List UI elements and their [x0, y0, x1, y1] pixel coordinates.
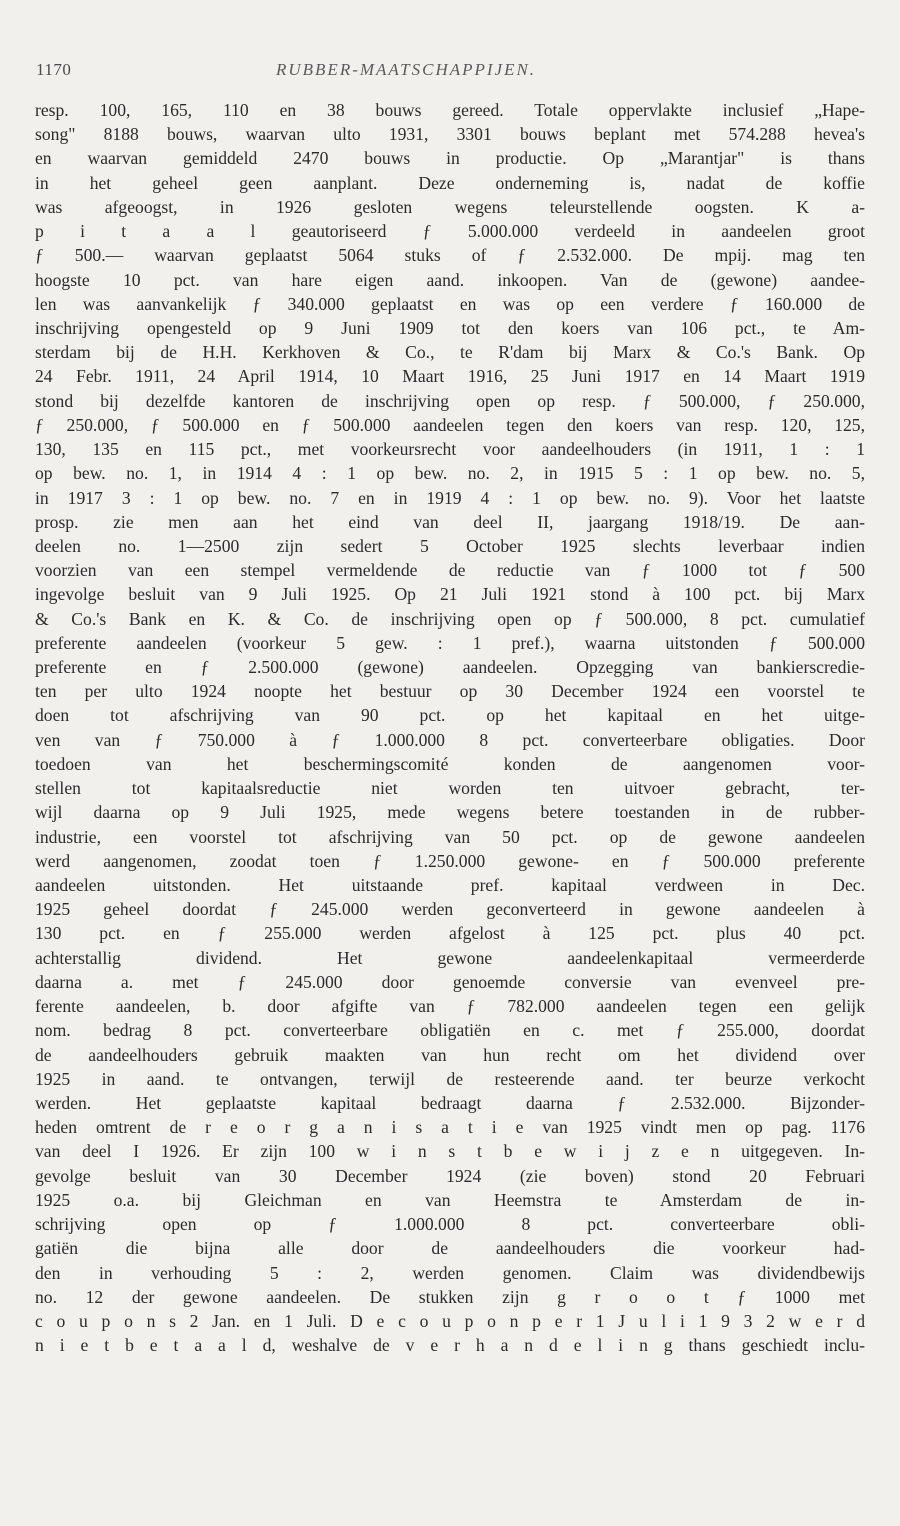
- page-number: 1170: [36, 60, 72, 79]
- text-line: wijl daarna op 9 Juli 1925, mede wegens betere toestanden in de rubber-: [35, 802, 865, 823]
- text-line: ƒ 500.— waarvan geplaatst 5064 stuks of ƒ 2.532.000. De mpij. mag ten: [35, 245, 865, 266]
- text-line: doen tot afschrijving van 90 pct. op het kapitaal en het uitge-: [35, 705, 865, 726]
- text-line: c o u p o n s 2 Jan. en 1 Juli. D e c o u p o n p e r 1 J u l i 1 9 3 2 w e r d: [35, 1310, 865, 1331]
- text-line: resp. 100, 165, 110 en 38 bouws gereed. Totale oppervlakte inclusief „Hape-: [35, 100, 865, 120]
- text-line: aandeelen uitstonden. Het uitstaande pref. kapitaal verdween in Dec.: [35, 875, 865, 895]
- text-line: sterdam bij de H.H. Kerkhoven & Co., te R'dam bij Marx & Co.'s Bank. Op: [35, 342, 865, 363]
- text-line: voorzien van een stempel vermeldende de reductie van ƒ 1000 tot ƒ 500: [35, 560, 865, 581]
- text-line: gatiën die bijna alle door de aandeelhouders die voorkeur had-: [35, 1238, 865, 1259]
- text-line: ƒ 250.000, ƒ 500.000 en ƒ 500.000 aandeelen tegen den koers van resp. 120, 125,: [35, 414, 865, 435]
- text-line: 130 pct. en ƒ 255.000 werden afgelost à 125 pct. plus 40 pct.: [35, 923, 865, 944]
- text-line: in het geheel geen aanplant. Deze onderneming is, nadat de koffie: [35, 172, 865, 193]
- text-line: & Co.'s Bank en K. & Co. de inschrijving open op ƒ 500.000, 8 pct. cumulatief: [35, 608, 865, 629]
- body-text: [35, 98, 865, 1357]
- text-line: 24 Febr. 1911, 24 April 1914, 10 Maart 1916, 25 Juni 1917 en 14 Maart 1919: [35, 366, 865, 387]
- text-line: 1925 o.a. bij Gleichman en van Heemstra te Amsterdam de in-: [35, 1189, 865, 1210]
- text-line: preferente en ƒ 2.500.000 (gewone) aandeelen. Opzegging van bankierscredie-: [35, 657, 865, 678]
- running-title: RUBBER-MAATSCHAPPIJEN.: [276, 60, 537, 79]
- text-line: nom. bedrag 8 pct. converteerbare obligatiën en c. met ƒ 255.000, doordat: [35, 1020, 865, 1041]
- text-line: achterstallig dividend. Het gewone aandeelenkapitaal vermeerderde: [35, 947, 865, 968]
- text-line: deelen no. 1—2500 zijn sedert 5 October 1925 slechts leverbaar indien: [35, 535, 865, 556]
- text-line: toedoen van het beschermingscomité konden de aangenomen voor-: [35, 753, 865, 774]
- text-line: ten per ulto 1924 noopte het bestuur op 30 December 1924 een voorstel te: [35, 681, 865, 702]
- text-line: de aandeelhouders gebruik maakten van hun recht om het dividend over: [35, 1044, 865, 1065]
- text-line: len was aanvankelijk ƒ 340.000 geplaatst en was op een verdere ƒ 160.000 de: [35, 293, 865, 314]
- text-line: werden. Het geplaatste kapitaal bedraagt daarna ƒ 2.532.000. Bijzonder-: [35, 1092, 865, 1113]
- text-line: song" 8188 bouws, waarvan ulto 1931, 3301 bouws beplant met 574.288 hevea's: [35, 124, 865, 145]
- text-line: op bew. no. 1, in 1914 4 : 1 op bew. no. 2, in 1915 5 : 1 op bew. no. 5,: [35, 463, 865, 484]
- text-line: p i t a a l geautoriseerd ƒ 5.000.000 verdeeld in aandeelen groot: [35, 221, 865, 242]
- text-line: inschrijving opengesteld op 9 Juni 1909 tot den koers van 106 pct., te Am-: [35, 317, 865, 338]
- text-line: van deel I 1926. Er zijn 100 w i n s t b e w i j z e n uitgegeven. In-: [35, 1141, 865, 1162]
- text-line: en waarvan gemiddeld 2470 bouws in productie. Op „Marantjar" is thans: [35, 148, 865, 169]
- text-line: den in verhouding 5 : 2, werden genomen. Claim was dividendbewijs: [35, 1262, 865, 1283]
- text-line: daarna a. met ƒ 245.000 door genoemde conversie van evenveel pre-: [35, 971, 865, 992]
- text-line: 130, 135 en 115 pct., met voorkeursrecht voor aandeelhouders (in 1911, 1 : 1: [35, 439, 865, 460]
- text-line: preferente aandeelen (voorkeur 5 gew. : 1 pref.), waarna uitstonden ƒ 500.000: [35, 632, 865, 653]
- text-line: schrijving open op ƒ 1.000.000 8 pct. converteerbare obli-: [35, 1214, 865, 1235]
- text-line: stellen tot kapitaalsreductie niet worden ten uitvoer gebracht, ter-: [35, 778, 865, 799]
- text-line: ingevolge besluit van 9 Juli 1925. Op 21 Juli 1921 stond à 100 pct. bij Marx: [35, 584, 865, 605]
- text-line: was afgeoogst, in 1926 gesloten wegens teleurstellende oogsten. K a-: [35, 196, 865, 217]
- text-line: 1925 geheel doordat ƒ 245.000 werden geconverteerd in gewone aandeelen à: [35, 899, 865, 920]
- text-line: ven van ƒ 750.000 à ƒ 1.000.000 8 pct. converteerbare obligaties. Door: [35, 729, 865, 750]
- text-line: ferente aandeelen, b. door afgifte van ƒ 782.000 aandeelen tegen een gelijk: [35, 996, 865, 1017]
- text-line: prosp. zie men aan het eind van deel II, jaargang 1918/19. De aan-: [35, 511, 865, 532]
- text-line: n i e t b e t a a l d, weshalve de v e r h a n d e l i n g thans geschiedt inclu-: [35, 1335, 865, 1356]
- text-line: hoogste 10 pct. van hare eigen aand. inkoopen. Van de (gewone) aandee-: [35, 269, 865, 290]
- text-line: werd aangenomen, zoodat toen ƒ 1.250.000 gewone- en ƒ 500.000 preferente: [35, 850, 865, 871]
- text-line: no. 12 der gewone aandeelen. De stukken zijn g r o o t ƒ 1000 met: [35, 1286, 865, 1307]
- text-line: stond bij dezelfde kantoren de inschrijving open op resp. ƒ 500.000, ƒ 250.000,: [35, 390, 865, 411]
- page-header: [36, 60, 866, 88]
- text-line: gevolge besluit van 30 December 1924 (zie boven) stond 20 Februari: [35, 1165, 865, 1186]
- text-line: heden omtrent de r e o r g a n i s a t i e van 1925 vindt men op pag. 1176: [35, 1117, 865, 1138]
- text-line: industrie, een voorstel tot afschrijving van 50 pct. op de gewone aandeelen: [35, 826, 865, 847]
- text-line: in 1917 3 : 1 op bew. no. 7 en in 1919 4 : 1 op bew. no. 9). Voor het laatste: [35, 487, 865, 508]
- text-line: 1925 in aand. te ontvangen, terwijl de resteerende aand. ter beurze verkocht: [35, 1068, 865, 1089]
